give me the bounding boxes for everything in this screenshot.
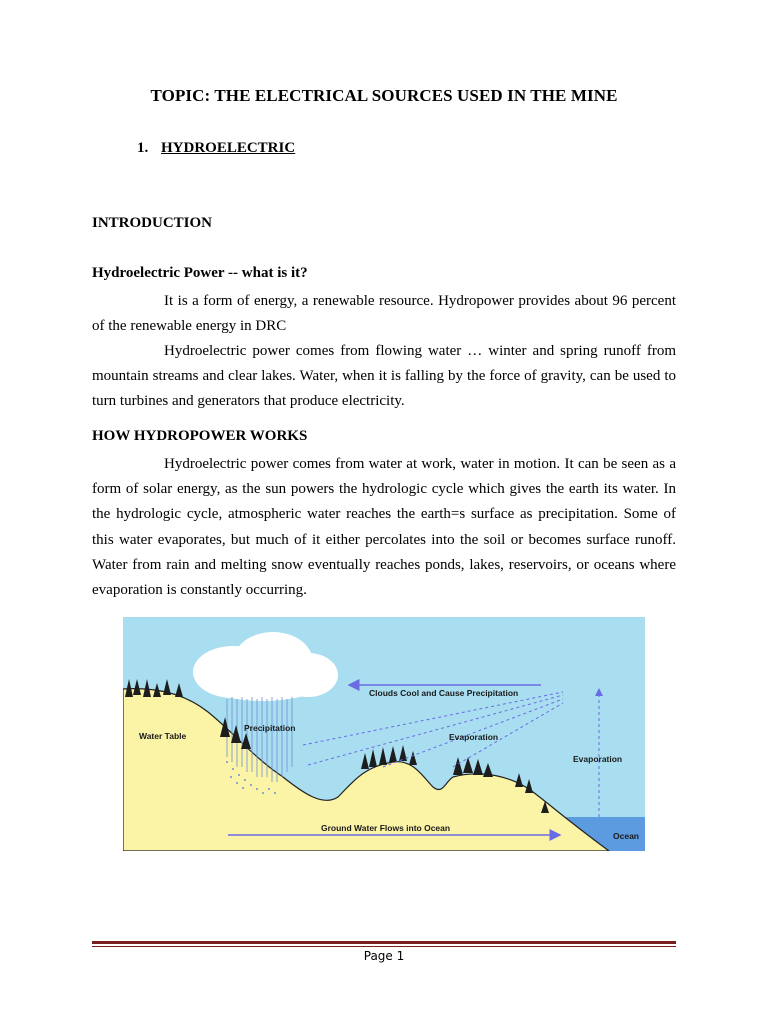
what-is-it-heading: Hydroelectric Power -- what is it? xyxy=(92,265,308,281)
paragraph-2 xyxy=(92,339,676,415)
water-table-label: Water Table xyxy=(139,731,187,741)
page-number: Page 1 xyxy=(363,949,405,963)
ground-water-label: Ground Water Flows into Ocean xyxy=(321,823,451,833)
page-title: TOPIC: THE ELECTRICAL SOURCES USED IN THE MINE xyxy=(150,86,618,105)
paragraph-2-text: Hydroelectric power comes from flowing water … winter and spring runoff from mountain streams and clear lakes. Water, when it is falling by the force of gravity, can be used to turn turbines and generators that produce electricity. xyxy=(92,343,676,410)
hydrologic-cycle-diagram xyxy=(123,617,645,851)
precipitation-label: Precipitation xyxy=(244,723,296,733)
paragraph-3 xyxy=(92,452,676,603)
how-hydropower-works-heading: HOW HYDROPOWER WORKS xyxy=(92,428,308,444)
paragraph-3-text: Hydroelectric power comes from water at work, water in motion. It can be seen as a form of solar energy, as the sun powers the hydrologic cycle which gives the earth its water. In the hydrologic cycle, atmospheric water reaches the earth=s surface as precipitation. Some of this water evaporates, but much of it either percolates into the soil or becomes surface runoff. Water from rain and melting snow eventually reaches ponds, lakes, reservoirs, or oceans where evaporation is constantly occurring. xyxy=(92,456,676,599)
list-number: 1. xyxy=(137,140,149,156)
introduction-heading: INTRODUCTION xyxy=(92,215,213,231)
section-number-heading xyxy=(137,140,295,157)
ocean-label: Ocean xyxy=(613,831,639,841)
footer-rule-thick xyxy=(92,941,676,944)
evaporation-label-2: Evaporation xyxy=(573,754,623,764)
clouds-label: Clouds Cool and Cause Precipitation xyxy=(369,688,519,698)
footer-rule-thin xyxy=(92,946,676,947)
evaporation-label-1: Evaporation xyxy=(449,732,499,742)
paragraph-1-text: It is a form of energy, a renewable resource. Hydropower provides about 96 percent of the renewable energy in DRC xyxy=(92,293,676,335)
paragraph-1 xyxy=(92,289,676,339)
hydroelectric-heading: HYDROELECTRIC xyxy=(161,140,296,156)
